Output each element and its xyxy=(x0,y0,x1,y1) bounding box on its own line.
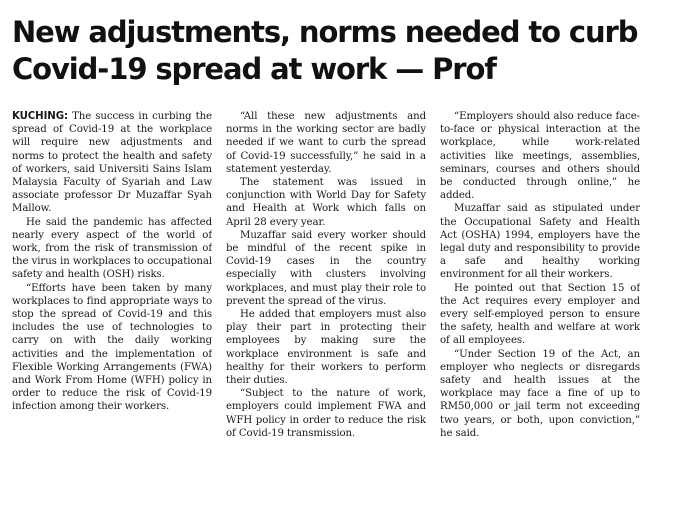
paragraph-text: The success in curbing the spread of Covid-19 at the workplace will require new adjustments and norms to protect the health and safety of workers, said Universiti Sains Islam Malaysia Faculty of Syariah and Law associate professor Dr Muzaffar Syah Mallow. xyxy=(12,111,212,215)
paragraph: “Efforts have been taken by many workplaces to find appropriate ways to stop the spread of Covid-19 and this includes the use of technologies to carry on with the daily working activities and the implementation of Flexible Working Arrangements (FWA) and Work From Home (WFH) policy in order to reduce the risk of Covid-19 infection among their workers. xyxy=(12,282,212,413)
paragraph: “Employers should also reduce face-to-face or physical interaction at the workplace, while work-related activities like meetings, assemblies, seminars, courses and others should be conducted through online,” he added. xyxy=(440,111,640,202)
column-1 xyxy=(12,110,212,522)
paragraph: He added that employers must also play their part in protecting their employees by making sure the workplace environment is safe and healthy for their workers to perform their duties. xyxy=(226,309,426,387)
paragraph: “All these new adjustments and norms in the working sector are badly needed if we want to curb the spread of Covid-19 successfully,” he said in a statement yesterday. xyxy=(226,111,426,175)
dateline: KUCHING: xyxy=(12,111,68,122)
paragraph: “Subject to the nature of work, employers could implement FWA and WFH policy in order to reduce the risk of Covid-19 transmission. xyxy=(226,388,426,439)
article-body xyxy=(12,110,668,522)
paragraph: Muzaffar said every worker should be mindful of the recent spike in Covid-19 cases in the country especially with clusters involving workplaces, and must play their role to prevent the spread of the virus. xyxy=(226,229,426,307)
column-3 xyxy=(440,110,640,522)
paragraph xyxy=(12,110,212,216)
paragraph: “Under Section 19 of the Act, an employer who neglects or disregards safety and health issues at the workplace may face a fine of up to RM50,000 or jail term not exceeding two years, or both, upon conviction,” he said. xyxy=(440,348,640,439)
paragraph: The statement was issued in conjunction with World Day for Safety and Health at Work which falls on April 28 every year. xyxy=(226,177,426,228)
paragraph: Muzaffar said as stipulated under the Occupational Safety and Health Act (OSHA) 1994, employers have the legal duty and responsibility to provide a safe and healthy working environment for all their workers. xyxy=(440,203,640,281)
paragraph: He said the pandemic has affected nearly every aspect of the world of work, from the risk of transmission of the virus in workplaces to occupational safety and health (OSH) risks. xyxy=(12,216,212,281)
paragraph: He pointed out that Section 15 of the Act requires every employer and every self-employed person to ensure the safety, health and welfare at work of all employees. xyxy=(440,282,640,347)
article-headline: New adjustments, norms needed to curb Covid-19 spread at work — Prof xyxy=(12,15,638,86)
column-2 xyxy=(226,110,426,522)
